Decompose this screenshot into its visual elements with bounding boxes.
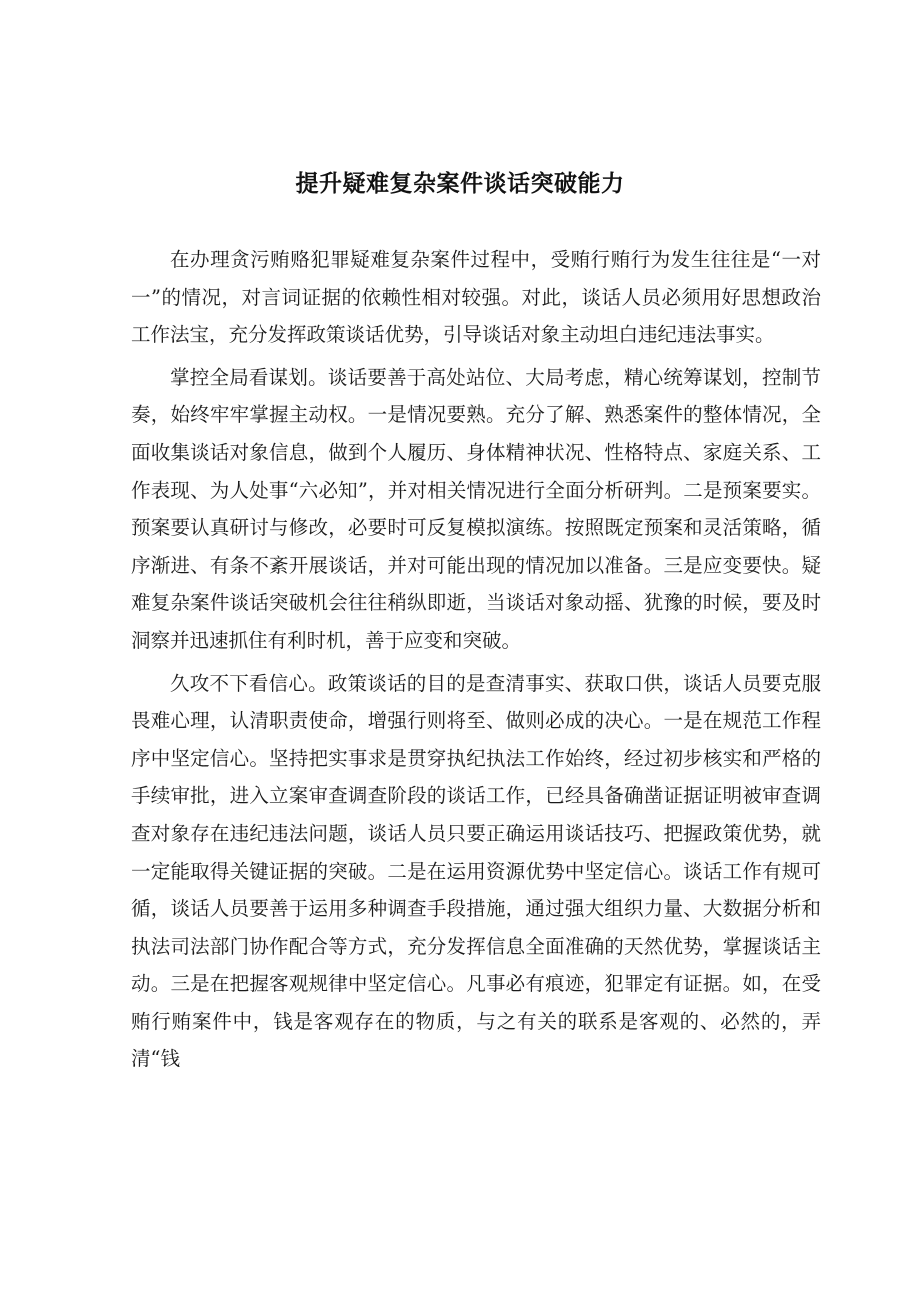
document-body	[131, 241, 821, 1083]
paragraph-intro: 在办理贪污贿赂犯罪疑难复杂案件过程中，受贿行贿行为发生往往是“一对一”的情况，对言词证据的依赖性相对较强。对此，谈话人员必须用好思想政治工作法宝，充分发挥政策谈话优势，引导谈话对象主动坦白违纪违法事实。	[131, 248, 821, 347]
paragraph-confidence: 久攻不下看信心。政策谈话的目的是查清事实、获取口供，谈话人员要克服畏难心理，认清职责使命，增强行则将至、做则必成的决心。一是在规范工作程序中坚定信心。坚持把实事求是贯穿执纪执法工作始终，经过初步核实和严格的手续审批，进入立案审查调查阶段的谈话工作，已经具备确凿证据证明被审查调查对象存在违纪违法问题，谈话人员只要正确运用谈话技巧、把握政策优势，就一定能取得关键证据的突破。二是在运用资源优势中坚定信心。谈话工作有规可循，谈话人员要善于运用多种调查手段措施，通过强大组织力量、大数据分析和执法司法部门协作配合等方式，充分发挥信息全面准确的天然优势，掌握谈话主动。三是在把握客观规律中坚定信心。凡事必有痕迹，犯罪定有证据。如，在受贿行贿案件中，钱是客观存在的物质，与之有关的联系是客观的、必然的，弄清“钱	[131, 671, 821, 1071]
document-title: 提升疑难复杂案件谈话突破能力	[295, 171, 625, 197]
paragraph-planning: 掌控全局看谋划。谈话要善于高处站位、大局考虑，精心统筹谋划，控制节奏，始终牢牢掌握主动权。一是情况要熟。充分了解、熟悉案件的整体情况，全面收集谈话对象信息，做到个人履历、身体精神状况、性格特点、家庭关系、工作表现、为人处事“六必知”，并对相关情况进行全面分析研判。二是预案要实。预案要认真研讨与修改，必要时可反复模拟演练。按照既定预案和灵活策略，循序渐进、有条不紊开展谈话，并对可能出现的情况加以准备。三是应变要快。疑难复杂案件谈话突破机会往往稍纵即逝，当谈话对象动摇、犹豫的时候，要及时洞察并迅速抓住有利时机，善于应变和突破。	[131, 365, 821, 652]
